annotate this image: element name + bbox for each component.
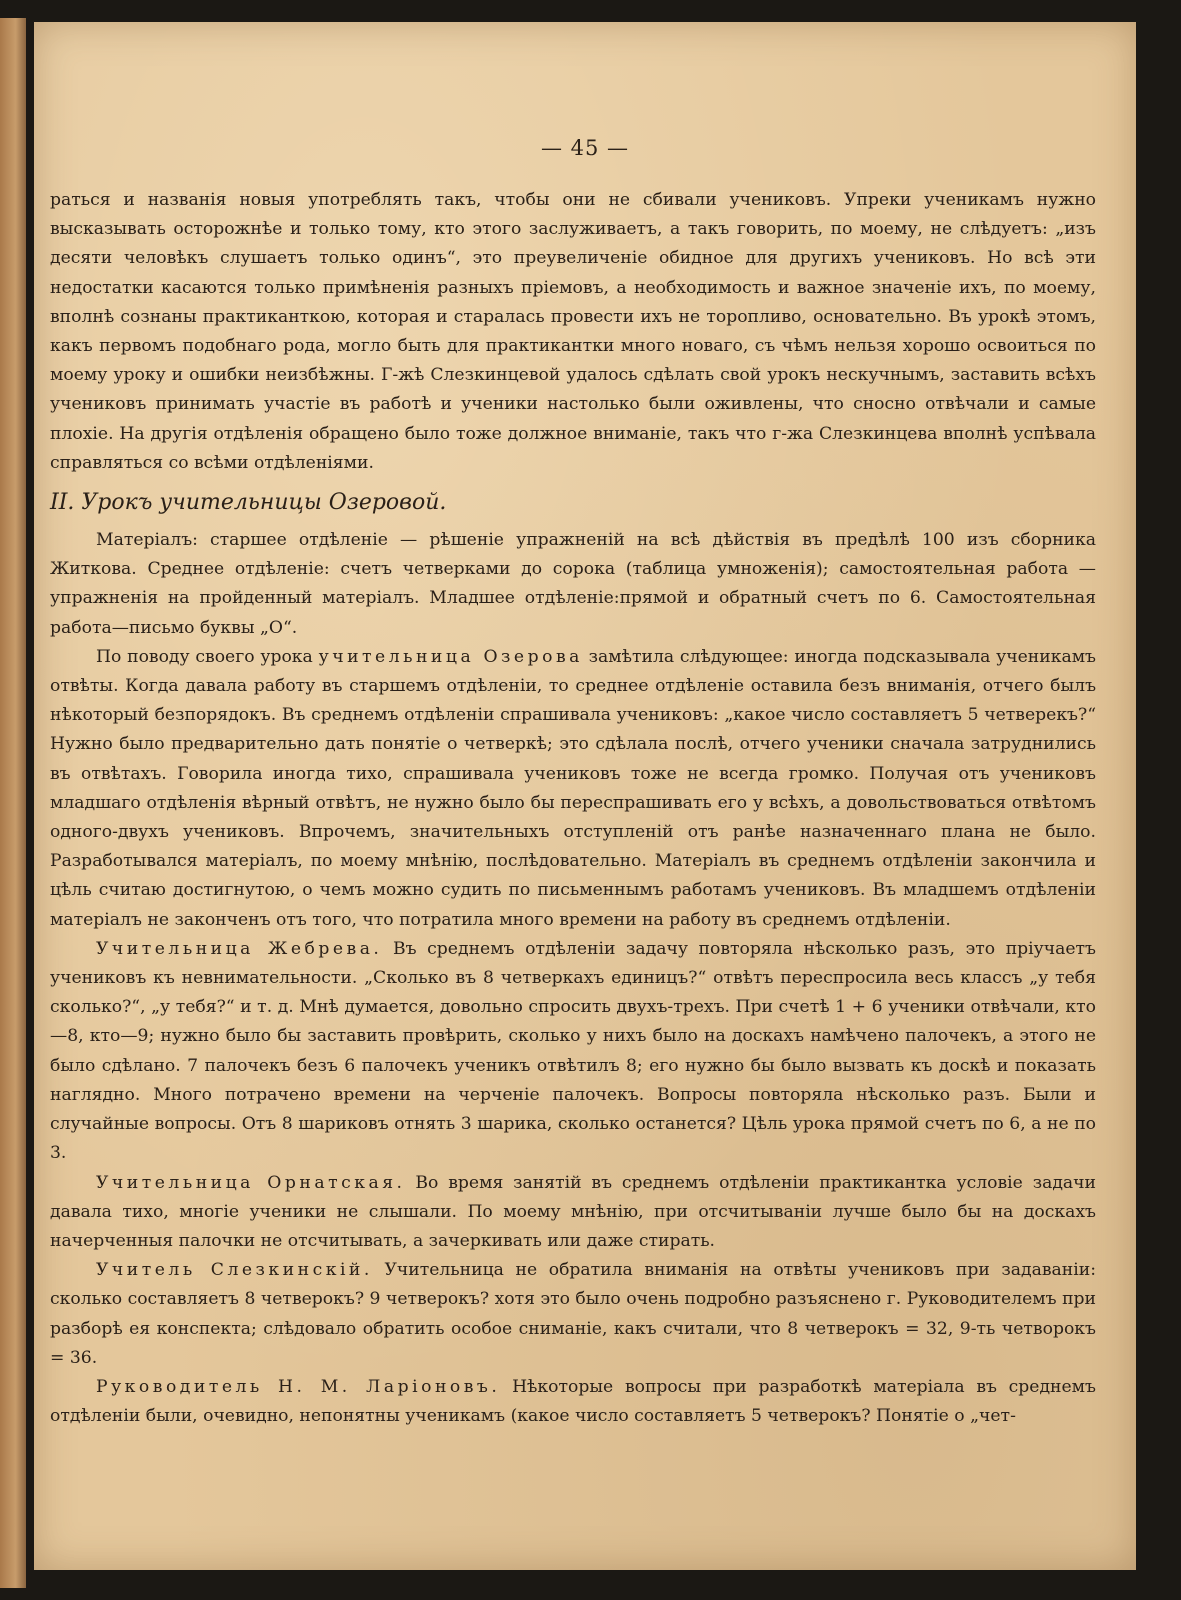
book-page (34, 22, 1136, 1570)
speaker-name: Учитель Слезкинскій. (96, 1260, 373, 1281)
speaker-name: Руководитель Н. М. Ларіоновъ. (96, 1376, 501, 1397)
paragraph-ornatskaya (50, 1169, 1096, 1257)
p3-text: замѣтила слѣдующее: иногда подсказывала ученикамъ отвѣты. Когда давала работу въ старшемъ отдѣленіи, то среднее отдѣленіе оставила безъ вниманія, отчего былъ нѣкоторый безпорядокъ. Въ среднемъ отдѣленіи спрашивала учениковъ: „какое число составляетъ 5 четверекъ?“ Нужно было предварительно дать понятіе о четверкѣ; это сдѣлала послѣ, отчего ученики сначала затруднились въ отвѣтахъ. Говорила иногда тихо, спрашивала учениковъ тоже не всегда громко. Получая отъ учениковъ младшаго отдѣленія вѣрный отвѣтъ, не нужно было бы переспрашивать его у всѣхъ, а довольствоваться отвѣтомъ одного-двухъ учениковъ. Впрочемъ, значительныхъ отступленій отъ ранѣе назначеннаго плана не было. Разработывался матеріалъ, по моему мнѣнію, послѣдовательно. Матеріалъ въ среднемъ отдѣленіи закончила и цѣль считаю достигнутою, о чемъ можно судить по письменнымъ работамъ учениковъ. Въ младшемъ отдѣленіи матеріалъ не законченъ отъ того, что потратила много времени на работу въ среднемъ отдѣленіи. (50, 646, 1096, 930)
page-body (50, 186, 1096, 1431)
p3-lead: По поводу своего урока (96, 646, 313, 667)
section-heading: II. Урокъ учительницы Озеровой. (50, 490, 447, 516)
paragraph-ozerova (50, 643, 1096, 935)
p6-text: Учительница не обратила вниманія на отвѣты учениковъ при задаваніи: сколько составляетъ 8 четверокъ? 9 четверокъ? хотя это было очень подробно разъяснено г. Руководителемъ при разборѣ ея конспекта; слѣдовало обратить особое сниманіе, какъ считали, что 8 четверокъ = 32, 9-ть четворокъ = 36. (50, 1260, 1096, 1368)
adjacent-page-edge (0, 18, 26, 1588)
speaker-name: учительница Озерова (318, 646, 583, 667)
p4-text: Въ среднемъ отдѣленіи задачу повторяла нѣсколько разъ, это пріучаетъ учениковъ къ невнимательности. „Сколько въ 8 четверкахъ единицъ?“ отвѣтъ переспросила весь классъ „у тебя сколько?“, „у тебя?“ и т. д. Мнѣ думается, довольно спросить двухъ-трехъ. При счетѣ 1 + 6 ученики отвѣчали, кто—8, кто—9; нужно было бы заставить провѣрить, сколько у нихъ было на доскахъ намѣчено палочекъ, а этого не было сдѣлано. 7 палочекъ безъ 6 палочекъ ученикъ отвѣтилъ 8; его нужно бы было вызвать къ доскѣ и показать наглядно. Много потрачено времени на черченіе палочекъ. Вопросы повторяла нѣсколько разъ. Были и случайные вопросы. Отъ 8 шариковъ отнять 3 шарика, сколько останется? Цѣль урока прямой счетъ по 6, а не по 3. (50, 938, 1096, 1164)
paragraph-slezkinsky (50, 1256, 1096, 1373)
paragraph-continued: раться и названія новыя употреблять такъ, чтобы они не сбивали учениковъ. Упреки ученикамъ нужно высказывать осторожнѣе и только тому, кто этого заслуживаетъ, а такъ говорить, по моему, не слѣдуетъ: „изъ десяти человѣкъ слушаетъ только одинъ“, это преувеличеніе обидное для другихъ учениковъ. Но всѣ эти недостатки касаются только примѣненія разныхъ пріемовъ, а необходимость и важное значеніе ихъ, по моему, вполнѣ сознаны практиканткою, которая и старалась провести ихъ не торопливо, основательно. Въ урокѣ этомъ, какъ первомъ подобнаго рода, могло быть для практикантки много новаго, съ чѣмъ нельзя хорошо освоиться по моему уроку и ошибки неизбѣжны. Г-жѣ Слезкинцевой удалось сдѣлать свой урокъ нескучнымъ, заставить всѣхъ учениковъ принимать участіе въ работѣ и ученики настолько были оживлены, что сносно отвѣчали и самые плохіе. На другія отдѣленія обращено было тоже должное вниманіе, такъ что г-жа Слезкинцева вполнѣ успѣвала справляться со всѣми отдѣленіями. (50, 190, 1096, 473)
paragraph-zhebreva (50, 935, 1096, 1169)
speaker-name: Учительница Орнатская. (96, 1172, 406, 1193)
p5-text: Во время занятій въ среднемъ отдѣленіи практикантка условіе задачи давала тихо, многіе ученики не слышали. По моему мнѣнію, при отсчитываніи лучше было бы на доскахъ начерченныя палочки не отсчитывать, а зачеркивать или даже стирать. (50, 1172, 1096, 1251)
speaker-name: Учительница Жебрева. (96, 938, 383, 959)
page-number: — 45 — (540, 136, 630, 160)
p7-text: Нѣкоторые вопросы при разработкѣ матеріала въ среднемъ отдѣленіи были, очевидно, непонятны ученикамъ (какое число составляетъ 5 четверокъ? Понятіе о „чет- (50, 1376, 1096, 1427)
paragraph-material: Матеріалъ: старшее отдѣленіе — рѣшеніе упражненій на всѣ дѣйствія въ предѣлѣ 100 изъ сборника Житкова. Среднее отдѣленіе: счетъ четверками до сорока (таблица умноженія); самостоятельная работа — упражненія на пройденный матеріалъ. Младшее отдѣленіе:прямой и обратный счетъ по 6. Самостоятельная работа—письмо буквы „О“. (50, 530, 1096, 638)
paragraph-larionov (50, 1373, 1096, 1431)
